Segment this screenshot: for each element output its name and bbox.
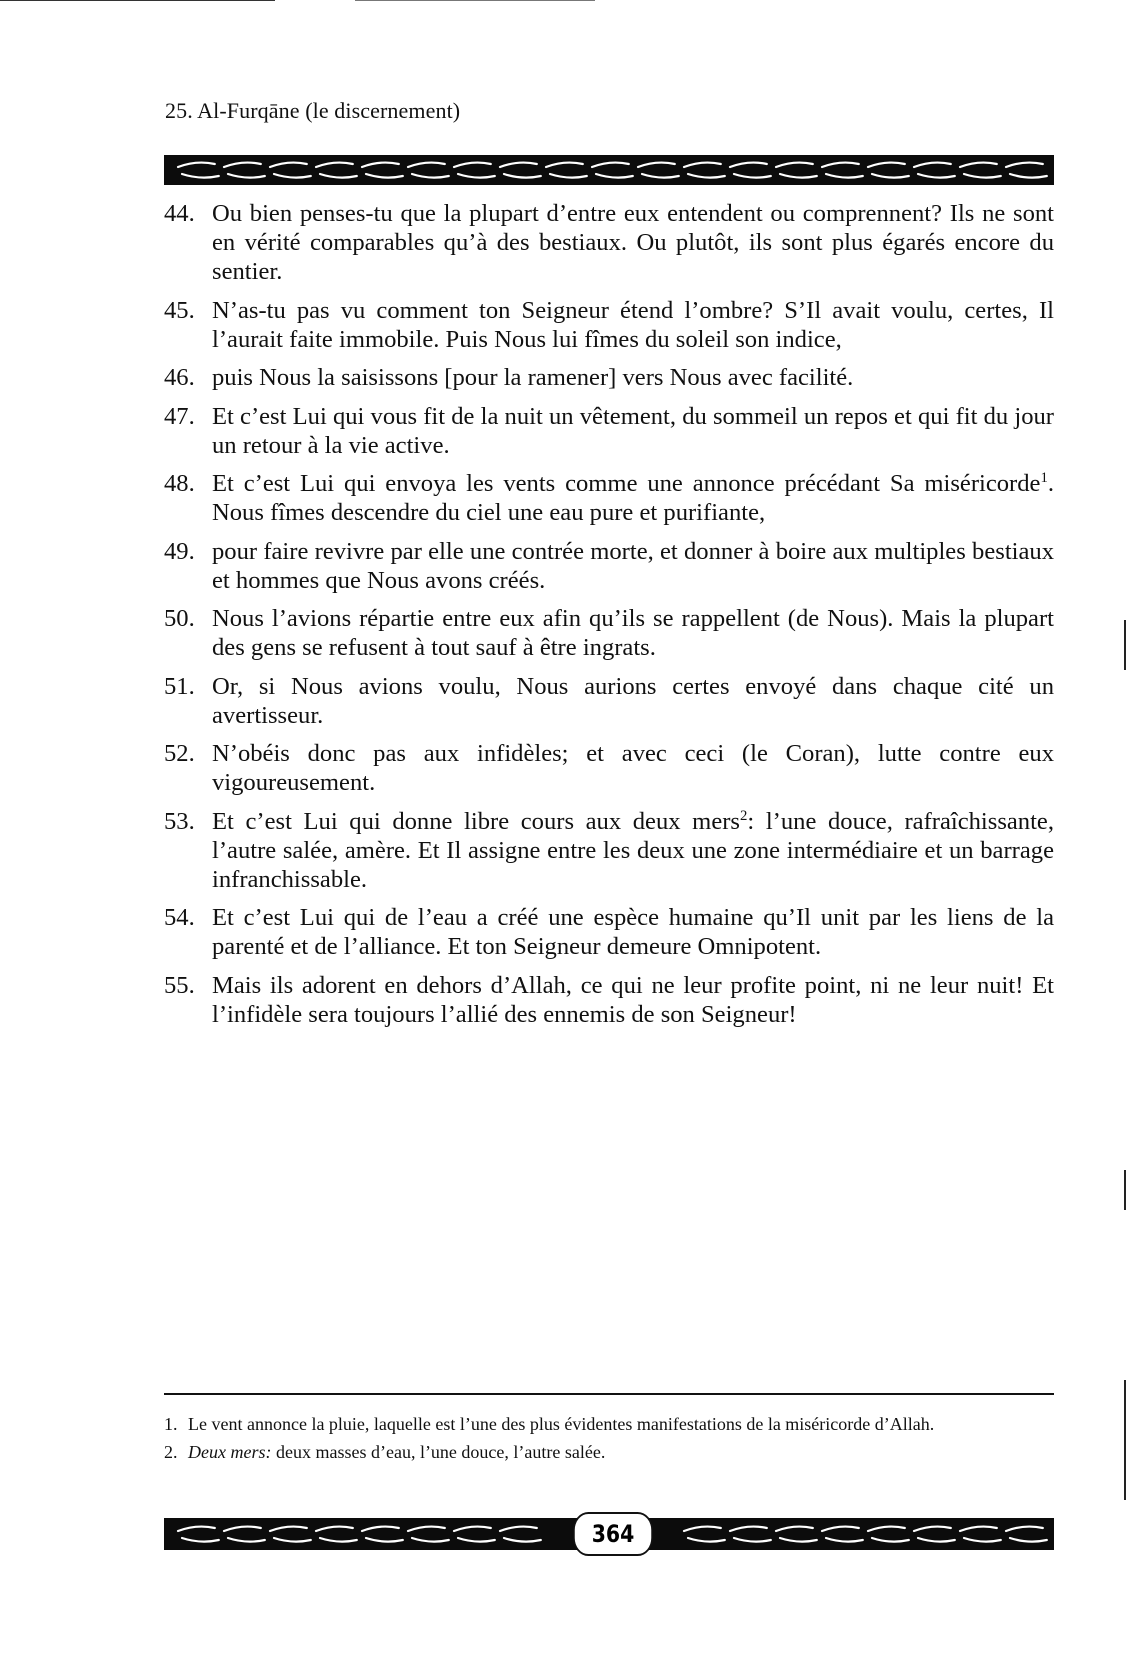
verse-text: puis Nous la saisissons [pour la ramener] vers Nous avec facilité. bbox=[212, 364, 854, 391]
verse-number: 50. bbox=[164, 605, 195, 632]
chain-link bbox=[776, 1527, 813, 1531]
footnote bbox=[164, 1441, 1054, 1463]
chain-link bbox=[546, 163, 583, 167]
footnote bbox=[164, 1413, 1054, 1435]
footnote-number: 2. bbox=[164, 1442, 178, 1462]
chain-link bbox=[914, 1527, 951, 1531]
verse-text: Mais ils adorent en dehors d’Allah, ce qui ne leur profite point, ni ne leur nuit! Et l’infidèle sera toujours l’allié des ennemis de son Seigneur! bbox=[212, 971, 1054, 1028]
verse bbox=[164, 363, 1054, 392]
footnotes bbox=[164, 1413, 1054, 1469]
chain-link bbox=[918, 174, 955, 178]
footnote-text: Le vent annonce la pluie, laquelle est l’une des plus évidentes manifestations de la miséricorde d’Allah. bbox=[188, 1414, 935, 1434]
chain-link bbox=[734, 1538, 771, 1542]
chain-link bbox=[454, 1527, 491, 1531]
verse bbox=[164, 469, 1054, 527]
chapter-title: 25. Al-Furqāne (le discernement) bbox=[165, 98, 461, 123]
chain-link bbox=[504, 1538, 541, 1542]
footnote-ref[interactable]: 2 bbox=[740, 807, 748, 824]
chain-link bbox=[408, 163, 445, 167]
chain-link bbox=[822, 1527, 859, 1531]
chain-link bbox=[688, 174, 725, 178]
chain-link bbox=[500, 1527, 537, 1531]
chain-link bbox=[688, 1538, 725, 1542]
chain-link bbox=[596, 174, 633, 178]
footnote-ref[interactable]: 1 bbox=[1040, 469, 1048, 486]
verse-number: 48. bbox=[164, 470, 195, 497]
chain-link bbox=[964, 174, 1001, 178]
verse bbox=[164, 672, 1054, 730]
verse bbox=[164, 199, 1054, 286]
verse-number: 47. bbox=[164, 402, 195, 430]
chain-link bbox=[182, 174, 219, 178]
chain-link bbox=[224, 163, 261, 167]
verse-list bbox=[164, 199, 1054, 1038]
chain-link bbox=[500, 163, 537, 167]
verse-number: 44. bbox=[164, 200, 195, 227]
footnote-text bbox=[188, 1441, 1054, 1463]
scan-edge-line bbox=[355, 0, 595, 1]
chain-link bbox=[366, 174, 403, 178]
chain-link bbox=[412, 174, 449, 178]
verse-number: 46. bbox=[164, 364, 195, 391]
verse bbox=[164, 971, 1054, 1029]
chain-link bbox=[228, 1538, 265, 1542]
chain-link bbox=[872, 1538, 909, 1542]
footnote-definition: deux masses d’eau, l’une douce, l’autre salée. bbox=[271, 1442, 606, 1462]
verse-text-part: Et c’est Lui qui donne libre cours aux deux mers bbox=[212, 807, 740, 835]
scan-edge-line bbox=[0, 0, 275, 1]
verse bbox=[164, 296, 1054, 354]
chain-link bbox=[224, 1527, 261, 1531]
chain-link bbox=[868, 1527, 905, 1531]
chain-link bbox=[822, 163, 859, 167]
chain-link bbox=[964, 1538, 1001, 1542]
chain-link bbox=[872, 174, 909, 178]
verse-text: N’as-tu pas vu comment ton Seigneur étend l’ombre? S’Il avait voulu, certes, Il l’aurait faite immobile. Puis Nous lui fîmes du soleil son indice, bbox=[212, 296, 1054, 353]
chain-link bbox=[228, 174, 265, 178]
chain-link bbox=[412, 1538, 449, 1542]
chain-link bbox=[592, 163, 629, 167]
verse-number: 55. bbox=[164, 971, 195, 999]
verse-text: pour faire revivre par elle une contrée morte, et donner à boire aux multiples bestiaux et hommes que Nous avons créés. bbox=[212, 537, 1054, 594]
footnote-term: Deux mers: bbox=[188, 1442, 272, 1462]
chain-link bbox=[362, 1527, 399, 1531]
chain-link bbox=[826, 174, 863, 178]
verse-text-part: . Nous fîmes descendre du ciel une eau pure et purifiante, bbox=[212, 470, 1054, 526]
ornamental-border-top bbox=[164, 155, 1054, 185]
chain-link bbox=[274, 174, 311, 178]
chain-link bbox=[362, 163, 399, 167]
chain-link bbox=[914, 163, 951, 167]
verse-number: 45. bbox=[164, 296, 195, 324]
verse-text: Or, si Nous avions voulu, Nous aurions certes envoyé dans chaque cité un avertisseur. bbox=[212, 672, 1054, 729]
verse-number: 51. bbox=[164, 672, 195, 700]
chain-link bbox=[178, 1527, 215, 1531]
chain-link bbox=[734, 174, 771, 178]
chain-link bbox=[826, 1538, 863, 1542]
chain-link bbox=[504, 174, 541, 178]
verse-text: Nous l’avions répartie entre eux afin qu’ils se rappellent (de Nous). Mais la plupart des gens se refusent à tout sauf à être ingrats. bbox=[212, 605, 1054, 661]
chain-link bbox=[780, 1538, 817, 1542]
footnote-number: 1. bbox=[164, 1414, 178, 1434]
page-number: 364 bbox=[573, 1512, 653, 1556]
chain-link bbox=[454, 163, 491, 167]
verse-number: 49. bbox=[164, 537, 195, 565]
chain-link bbox=[408, 1527, 445, 1531]
verse bbox=[164, 903, 1054, 961]
chain-link bbox=[270, 163, 307, 167]
chain-link bbox=[730, 1527, 767, 1531]
chain-link bbox=[1010, 174, 1047, 178]
chain-link bbox=[550, 174, 587, 178]
chain-link bbox=[316, 1527, 353, 1531]
chain-link bbox=[182, 1538, 219, 1542]
chain-link bbox=[960, 163, 997, 167]
verse-text bbox=[212, 807, 1054, 894]
chain-link bbox=[684, 1527, 721, 1531]
chain-link bbox=[642, 174, 679, 178]
verse-number: 54. bbox=[164, 904, 195, 931]
chain-link bbox=[960, 1527, 997, 1531]
chain-link bbox=[320, 174, 357, 178]
chain-link bbox=[366, 1538, 403, 1542]
verse-text: Et c’est Lui qui de l’eau a créé une espèce humaine qu’Il unit par les liens de la parenté et de l’alliance. Et ton Seigneur demeure Omnipotent. bbox=[212, 904, 1054, 960]
verse-text: Ou bien penses-tu que la plupart d’entre eux entendent ou comprennent? Ils ne sont en vérité comparables qu’à des bestiaux. Ou plutôt, ils sont plus égarés encore du sentier. bbox=[212, 200, 1054, 285]
verse bbox=[164, 402, 1054, 460]
chain-link bbox=[274, 1538, 311, 1542]
chain-link bbox=[780, 174, 817, 178]
verse bbox=[164, 807, 1054, 894]
chain-link bbox=[1006, 163, 1043, 167]
verse-text-part: : l’une douce, rafraîchissante, l’autre salée, amère. Et Il assigne entre les deux une zone intermédiaire et un barrage infranchissable. bbox=[212, 807, 1054, 893]
chain-link bbox=[1010, 1538, 1047, 1542]
chain-link bbox=[684, 163, 721, 167]
chain-link bbox=[918, 1538, 955, 1542]
verse bbox=[164, 537, 1054, 595]
chain-link bbox=[1006, 1527, 1043, 1531]
chain-link bbox=[458, 174, 495, 178]
chain-link bbox=[178, 163, 215, 167]
verse-text-part: Et c’est Lui qui envoya les vents comme une annonce précédant Sa miséricorde bbox=[212, 470, 1041, 497]
chain-link bbox=[270, 1527, 307, 1531]
footnote-divider bbox=[164, 1393, 1054, 1395]
chain-ornament bbox=[164, 155, 1054, 185]
verse-text: N’obéis donc pas aux infidèles; et avec ceci (le Coran), lutte contre eux vigoureusement. bbox=[212, 740, 1054, 796]
chain-link bbox=[638, 163, 675, 167]
chain-link bbox=[320, 1538, 357, 1542]
verse-text: Et c’est Lui qui vous fit de la nuit un vêtement, du sommeil un repos et qui fit du jour un retour à la vie active. bbox=[212, 402, 1054, 459]
verse-number: 53. bbox=[164, 807, 195, 835]
chain-link bbox=[868, 163, 905, 167]
chain-link bbox=[730, 163, 767, 167]
chain-link bbox=[776, 163, 813, 167]
chain-link bbox=[458, 1538, 495, 1542]
chain-link bbox=[316, 163, 353, 167]
verse bbox=[164, 604, 1054, 662]
verse bbox=[164, 739, 1054, 797]
verse-number: 52. bbox=[164, 740, 195, 767]
verse-text bbox=[212, 469, 1054, 527]
